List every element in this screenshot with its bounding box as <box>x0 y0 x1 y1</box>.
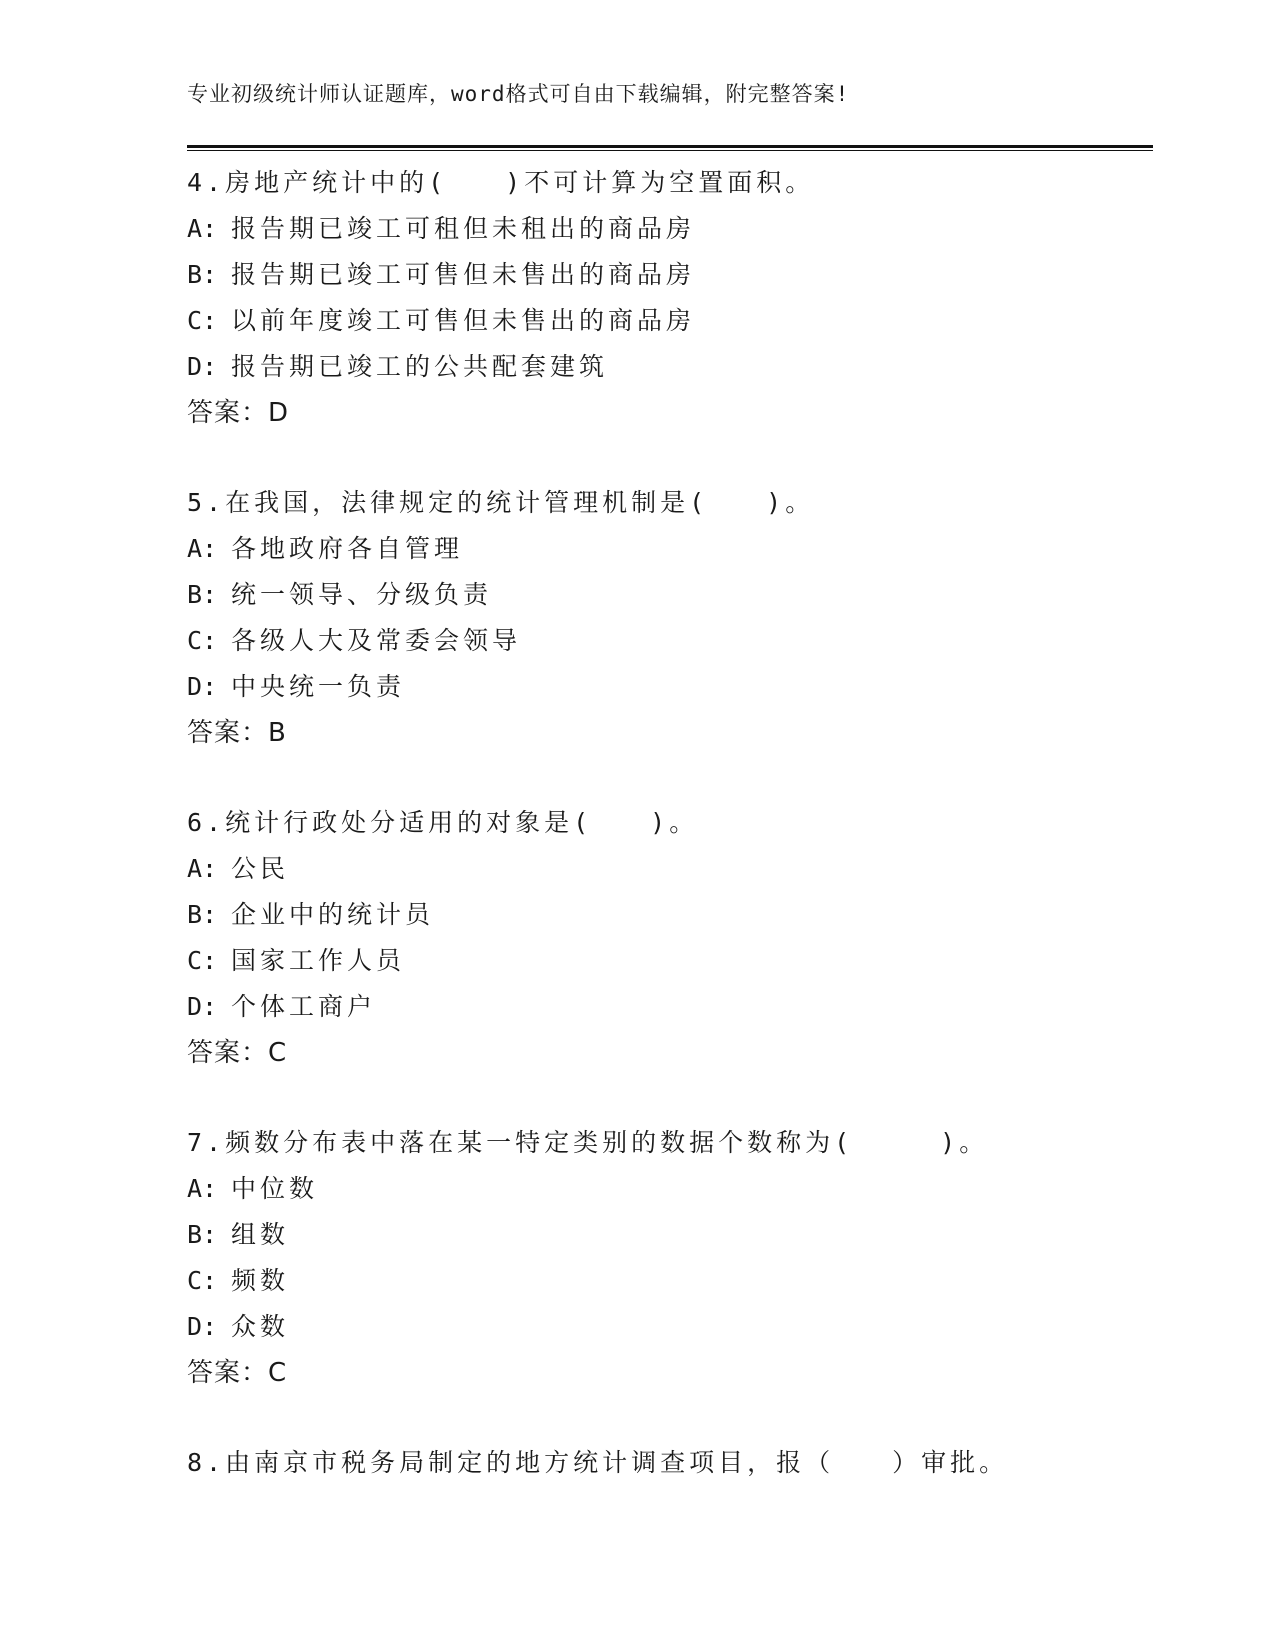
option-letter: C: <box>187 626 218 655</box>
option-line <box>187 618 1167 664</box>
answer-value: C <box>268 1038 288 1068</box>
question-list <box>187 160 1167 1530</box>
option-line <box>187 938 1167 984</box>
option-letter: C: <box>187 306 218 335</box>
option-line <box>187 1258 1167 1304</box>
answer-value: D <box>268 398 290 428</box>
option-line <box>187 252 1167 298</box>
option-text: 报告期已竣工的公共配套建筑 <box>231 352 609 381</box>
question-block <box>187 480 1167 756</box>
option-letter: D: <box>187 1312 218 1341</box>
option-line <box>187 206 1167 252</box>
option-letter: C: <box>187 946 218 975</box>
question-text: 5.在我国，法律规定的统计管理机制是( )。 <box>187 488 815 517</box>
question-text: 8.由南京市税务局制定的地方统计调查项目，报（ ）审批。 <box>187 1448 1009 1477</box>
option-text: 中央统一负责 <box>231 672 406 701</box>
option-letter: B: <box>187 1220 218 1249</box>
option-text: 企业中的统计员 <box>231 900 435 929</box>
option-text: 各级人大及常委会领导 <box>231 626 522 655</box>
option-letter: D: <box>187 672 218 701</box>
question-block <box>187 1120 1167 1396</box>
option-text: 各地政府各自管理 <box>231 534 464 563</box>
option-line <box>187 1212 1167 1258</box>
answer-label: 答案： <box>187 1358 269 1388</box>
answer-value: B <box>268 718 287 748</box>
header-divider-thin <box>187 150 1153 151</box>
option-text: 报告期已竣工可售但未售出的商品房 <box>231 260 696 289</box>
question-block <box>187 1440 1167 1486</box>
option-letter: B: <box>187 900 218 929</box>
option-text: 以前年度竣工可售但未售出的商品房 <box>231 306 696 335</box>
option-line <box>187 344 1167 390</box>
option-text: 众数 <box>231 1312 290 1341</box>
question-text: 7.频数分布表中落在某一特定类别的数据个数称为( )。 <box>187 1128 989 1157</box>
option-letter: B: <box>187 580 218 609</box>
answer-line <box>187 1030 1167 1076</box>
option-text: 公民 <box>231 854 290 883</box>
option-line <box>187 572 1167 618</box>
question-text: 4.房地产统计中的( )不可计算为空置面积。 <box>187 168 815 197</box>
option-text: 中位数 <box>231 1174 319 1203</box>
page-header: 专业初级统计师认证题库，word格式可自由下载编辑，附完整答案! <box>187 82 850 106</box>
header-divider-thick <box>187 145 1153 148</box>
option-letter: A: <box>187 1174 218 1203</box>
option-letter: A: <box>187 854 218 883</box>
answer-line <box>187 710 1167 756</box>
option-line <box>187 984 1167 1030</box>
option-letter: D: <box>187 992 218 1021</box>
option-letter: D: <box>187 352 218 381</box>
question-block <box>187 160 1167 436</box>
option-line <box>187 846 1167 892</box>
option-letter: A: <box>187 214 218 243</box>
answer-value: C <box>268 1358 288 1388</box>
option-line <box>187 892 1167 938</box>
answer-line <box>187 1350 1167 1396</box>
answer-label: 答案： <box>187 398 269 428</box>
answer-label: 答案： <box>187 718 269 748</box>
option-line <box>187 526 1167 572</box>
option-letter: B: <box>187 260 218 289</box>
question-block <box>187 800 1167 1076</box>
option-line <box>187 1304 1167 1350</box>
option-text: 组数 <box>231 1220 290 1249</box>
option-text: 统一领导、分级负责 <box>231 580 493 609</box>
option-text: 个体工商户 <box>231 992 377 1021</box>
option-text: 报告期已竣工可租但未租出的商品房 <box>231 214 696 243</box>
option-line <box>187 1166 1167 1212</box>
option-letter: A: <box>187 534 218 563</box>
option-line <box>187 298 1167 344</box>
answer-label: 答案： <box>187 1038 269 1068</box>
option-text: 国家工作人员 <box>231 946 406 975</box>
question-text: 6.统计行政处分适用的对象是( )。 <box>187 808 699 837</box>
answer-line <box>187 390 1167 436</box>
option-line <box>187 664 1167 710</box>
option-letter: C: <box>187 1266 218 1295</box>
option-text: 频数 <box>231 1266 290 1295</box>
